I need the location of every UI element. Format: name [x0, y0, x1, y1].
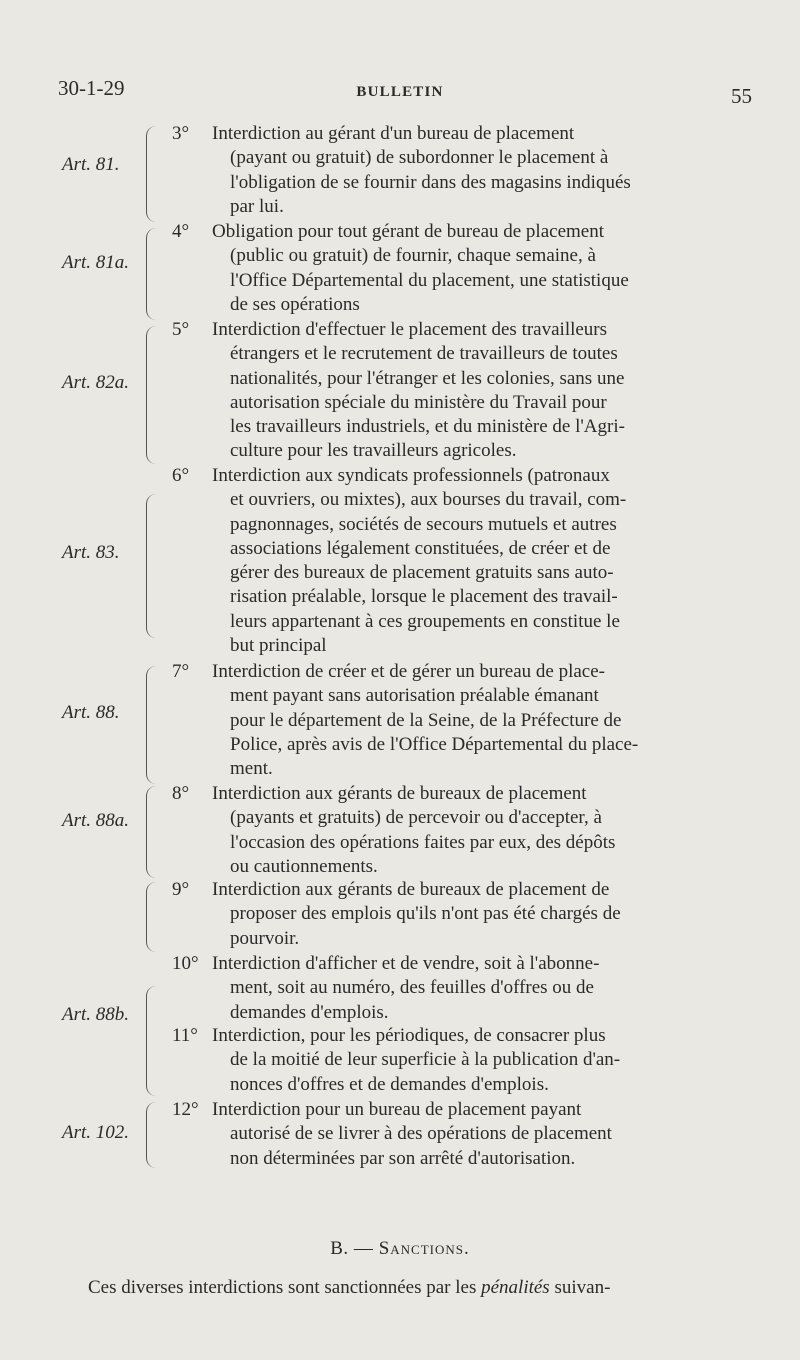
text-line: Police, après avis de l'Office Départemental du place- [230, 733, 639, 755]
item-text [172, 122, 754, 219]
item-number: 7° [172, 661, 190, 682]
text-line: étrangers et le recrutement de travailleurs de toutes [230, 343, 618, 365]
text-line: les travailleurs industriels, et du ministère de l'Agri- [230, 416, 625, 438]
brace-mark [146, 228, 161, 320]
text-line: Interdiction aux gérants de bureaux de placement de [212, 879, 610, 900]
article-ref: Art. 81. [62, 154, 120, 175]
text-line: et ouvriers, ou mixtes), aux bourses du travail, com- [230, 489, 627, 511]
closing-paragraph [88, 1276, 752, 1300]
text-line: l'obligation de se fournir dans des magasins indiqués [230, 171, 631, 193]
text-line: gérer des bureaux de placement gratuits sans auto- [230, 562, 614, 584]
text-line: risation préalable, lorsque le placement des travail- [230, 586, 618, 608]
item-number: 4° [172, 221, 190, 242]
item-number: 8° [172, 783, 190, 804]
text-line: (payants et gratuits) de percevoir ou d'accepter, à [230, 807, 602, 829]
article-ref: Art. 82a. [62, 372, 130, 393]
section-letter: B. — [330, 1238, 374, 1259]
text-line: non déterminées par son arrêté d'autorisation. [230, 1147, 576, 1169]
item-text [172, 878, 754, 951]
page-number: 55 [731, 84, 752, 108]
text-line: ment. [230, 758, 273, 780]
text-line: Interdiction aux gérants de bureaux de placement [212, 783, 587, 804]
text-line: (payant ou gratuit) de subordonner le placement à [230, 147, 609, 169]
text-line: autorisé de se livrer à des opérations de placement [230, 1123, 612, 1145]
text-line: l'occasion des opérations faites par eux, des dépôts [230, 831, 616, 853]
text-line: culture pour les travailleurs agricoles. [230, 440, 517, 462]
item-text [172, 318, 754, 464]
text-line: pagnonnages, sociétés de secours mutuels et autres [230, 513, 617, 535]
item-text [172, 782, 754, 879]
text-line: nonces d'offres et de demandes d'emplois. [230, 1073, 549, 1095]
brace-mark [146, 986, 161, 1096]
text-line: ment, soit au numéro, des feuilles d'offres ou de [230, 977, 594, 999]
text-line: par lui. [230, 195, 284, 217]
item-number: 10° [172, 953, 199, 974]
text-line: Interdiction de créer et de gérer un bureau de place- [212, 661, 605, 682]
item-number: 12° [172, 1099, 199, 1120]
brace-mark [146, 326, 161, 464]
text-line: Interdiction d'afficher et de vendre, soit à l'abonne- [212, 953, 600, 974]
closing-text-end: suivan- [554, 1277, 611, 1298]
text-line: Interdiction pour un bureau de placement payant [212, 1099, 582, 1120]
text-line: Interdiction aux syndicats professionnels (patronaux [212, 465, 610, 486]
text-line: (public ou gratuit) de fournir, chaque semaine, à [230, 245, 596, 267]
item-text [172, 220, 754, 317]
item-number: 6° [172, 465, 190, 486]
brace-mark [146, 494, 161, 638]
article-ref: Art. 83. [62, 542, 120, 563]
text-line: l'Office Départemental du placement, une statistique [230, 269, 629, 291]
item-text [172, 952, 754, 1025]
brace-mark [146, 882, 161, 952]
item-text [172, 660, 754, 781]
header-title: BULLETIN [356, 84, 444, 100]
text-line: Interdiction d'effectuer le placement des travailleurs [212, 319, 608, 340]
text-line: proposer des emplois qu'ils n'ont pas été chargés de [230, 903, 621, 925]
brace-mark [146, 126, 161, 222]
text-line: but principal [230, 635, 327, 657]
section-heading [0, 1238, 800, 1260]
text-line: pour le département de la Seine, de la Préfecture de [230, 709, 622, 731]
brace-mark [146, 666, 161, 784]
text-line: Interdiction, pour les périodiques, de consacrer plus [212, 1025, 606, 1046]
item-number: 5° [172, 319, 190, 340]
text-line: autorisation spéciale du ministère du Travail pour [230, 391, 607, 413]
brace-mark [146, 786, 161, 878]
item-number: 9° [172, 879, 190, 900]
article-ref: Art. 102. [62, 1122, 130, 1143]
section-title: Sanctions. [378, 1238, 470, 1259]
text-line: ou cautionnements. [230, 855, 378, 877]
text-line: pourvoir. [230, 927, 300, 949]
text-line: leurs appartenant à ces groupements en constitue le [230, 610, 620, 632]
item-text [172, 1098, 754, 1171]
text-line: de ses opérations [230, 293, 360, 315]
article-ref: Art. 88a. [62, 810, 130, 831]
item-text [172, 1024, 754, 1097]
text-line: demandes d'emplois. [230, 1001, 389, 1023]
text-line: Interdiction au gérant d'un bureau de placement [212, 123, 575, 144]
text-line: Obligation pour tout gérant de bureau de placement [212, 221, 605, 242]
text-line: nationalités, pour l'étranger et les colonies, sans une [230, 367, 625, 389]
text-line: associations légalement constituées, de créer et de [230, 537, 611, 559]
closing-text: Ces diverses interdictions sont sanctionnées par les [88, 1277, 477, 1298]
header-date: 30-1-29 [58, 76, 125, 100]
brace-mark [146, 1102, 161, 1168]
item-number: 3° [172, 123, 190, 144]
text-line: de la moitié de leur superficie à la publication d'an- [230, 1049, 621, 1071]
item-text [172, 464, 754, 658]
article-ref: Art. 88b. [62, 1004, 130, 1025]
article-ref: Art. 88. [62, 702, 120, 723]
item-number: 11° [172, 1025, 198, 1046]
article-ref: Art. 81a. [62, 252, 130, 273]
text-line: ment payant sans autorisation préalable émanant [230, 685, 599, 707]
closing-emphasis: pénalités [481, 1277, 550, 1298]
